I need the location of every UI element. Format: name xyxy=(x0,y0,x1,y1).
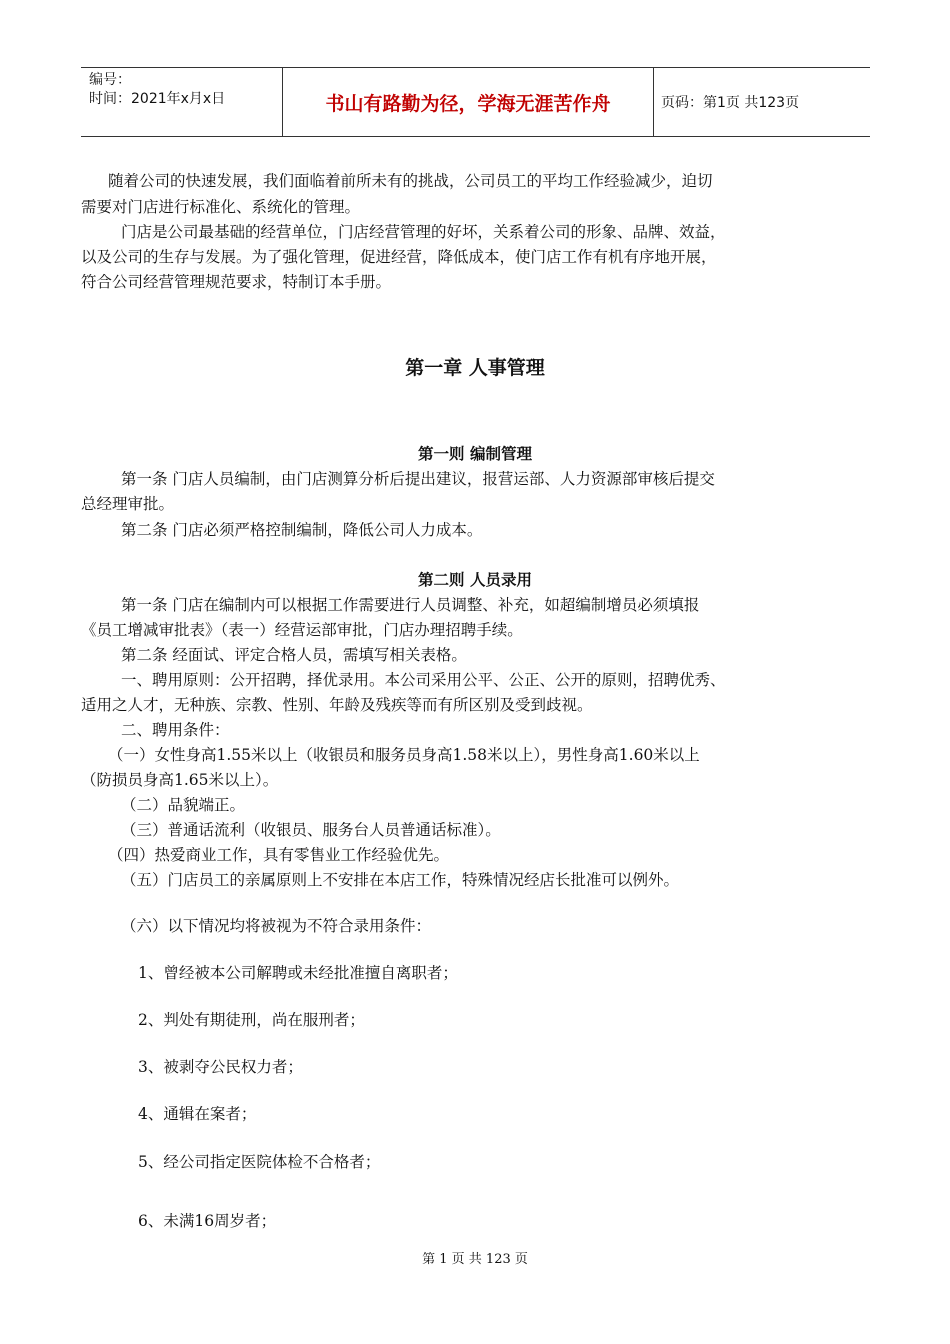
article-line: （一）女性身高1.55米以上（收银员和服务员身高1.58米以上），男性身高1.60米以上 xyxy=(108,746,700,764)
article-line: （五）门店员工的亲属原则上不安排在本店工作，特殊情况经店长批准可以例外。 xyxy=(121,871,680,889)
article-line: 一、聘用原则：公开招聘，择优录用。本公司采用公平、公正、公开的原则，招聘优秀、 xyxy=(121,671,726,689)
article-line: 二、聘用条件： xyxy=(121,721,230,739)
article-line: （三）普通话流利（收银员、服务台人员普通话标准）。 xyxy=(121,821,501,839)
article-line: 第二条 经面试、评定合格人员，需填写相关表格。 xyxy=(121,646,467,664)
list-item: 1、曾经被本公司解聘或未经批准擅自离职者； xyxy=(138,964,458,982)
number-label: 编号： xyxy=(89,72,131,88)
intro-line: 门店是公司最基础的经营单位，门店经营管理的好坏，关系着公司的形象、品牌、效益， xyxy=(121,223,726,241)
section-title: 第二则 人员录用 xyxy=(418,571,532,589)
page-header xyxy=(81,67,870,137)
list-item: 6、未满16周岁者； xyxy=(138,1212,277,1230)
header-motto: 书山有路勤为径，学海无涯苦作舟 xyxy=(282,68,654,136)
article-line: （防损员身高1.65米以上）。 xyxy=(81,771,279,789)
time-label: 时间：2021年x月x日 xyxy=(89,91,226,107)
list-item: 4、通辑在案者； xyxy=(138,1105,257,1123)
article-line: 适用之人才，无种族、宗教、性别、年龄及残疾等而有所区别及受到歧视。 xyxy=(81,696,593,714)
chapter-title: 第一章 人事管理 xyxy=(405,357,545,379)
page-footer: 第 1 页 共 123 页 xyxy=(422,1252,528,1267)
list-item: 5、经公司指定医院体检不合格者； xyxy=(138,1153,381,1171)
article-line: （四）热爱商业工作，具有零售业工作经验优先。 xyxy=(108,846,450,864)
article-line: （二）品貌端正。 xyxy=(121,796,246,814)
header-left-cell xyxy=(81,68,281,136)
article-line: 总经理审批。 xyxy=(81,495,175,513)
intro-line: 需要对门店进行标准化、系统化的管理。 xyxy=(81,198,361,216)
intro-line: 符合公司经营管理规范要求，特制订本手册。 xyxy=(81,273,392,291)
article-line: 第一条 门店人员编制，由门店测算分析后提出建议，报营运部、人力资源部审核后提交 xyxy=(121,470,715,488)
list-item: 2、判处有期徒刑，尚在服刑者； xyxy=(138,1011,365,1029)
intro-line: 随着公司的快速发展，我们面临着前所未有的挑战，公司员工的平均工作经验减少，迫切 xyxy=(108,172,713,190)
article-line: （六）以下情况均将被视为不符合录用条件： xyxy=(121,917,432,935)
article-line: 第一条 门店在编制内可以根据工作需要进行人员调整、补充，如超编制增员必须填报 xyxy=(121,596,700,614)
article-line: 《员工增减审批表》（表一）经营运部审批，门店办理招聘手续。 xyxy=(81,621,523,639)
article-line: 第二条 门店必须严格控制编制，降低公司人力成本。 xyxy=(121,521,483,539)
header-page-info: 页码：第1页 共123页 xyxy=(661,95,800,111)
list-item: 3、被剥夺公民权力者； xyxy=(138,1058,303,1076)
section-title: 第一则 编制管理 xyxy=(418,445,532,463)
intro-line: 以及公司的生存与发展。为了强化管理，促进经营，降低成本，使门店工作有机有序地开展， xyxy=(81,248,717,266)
